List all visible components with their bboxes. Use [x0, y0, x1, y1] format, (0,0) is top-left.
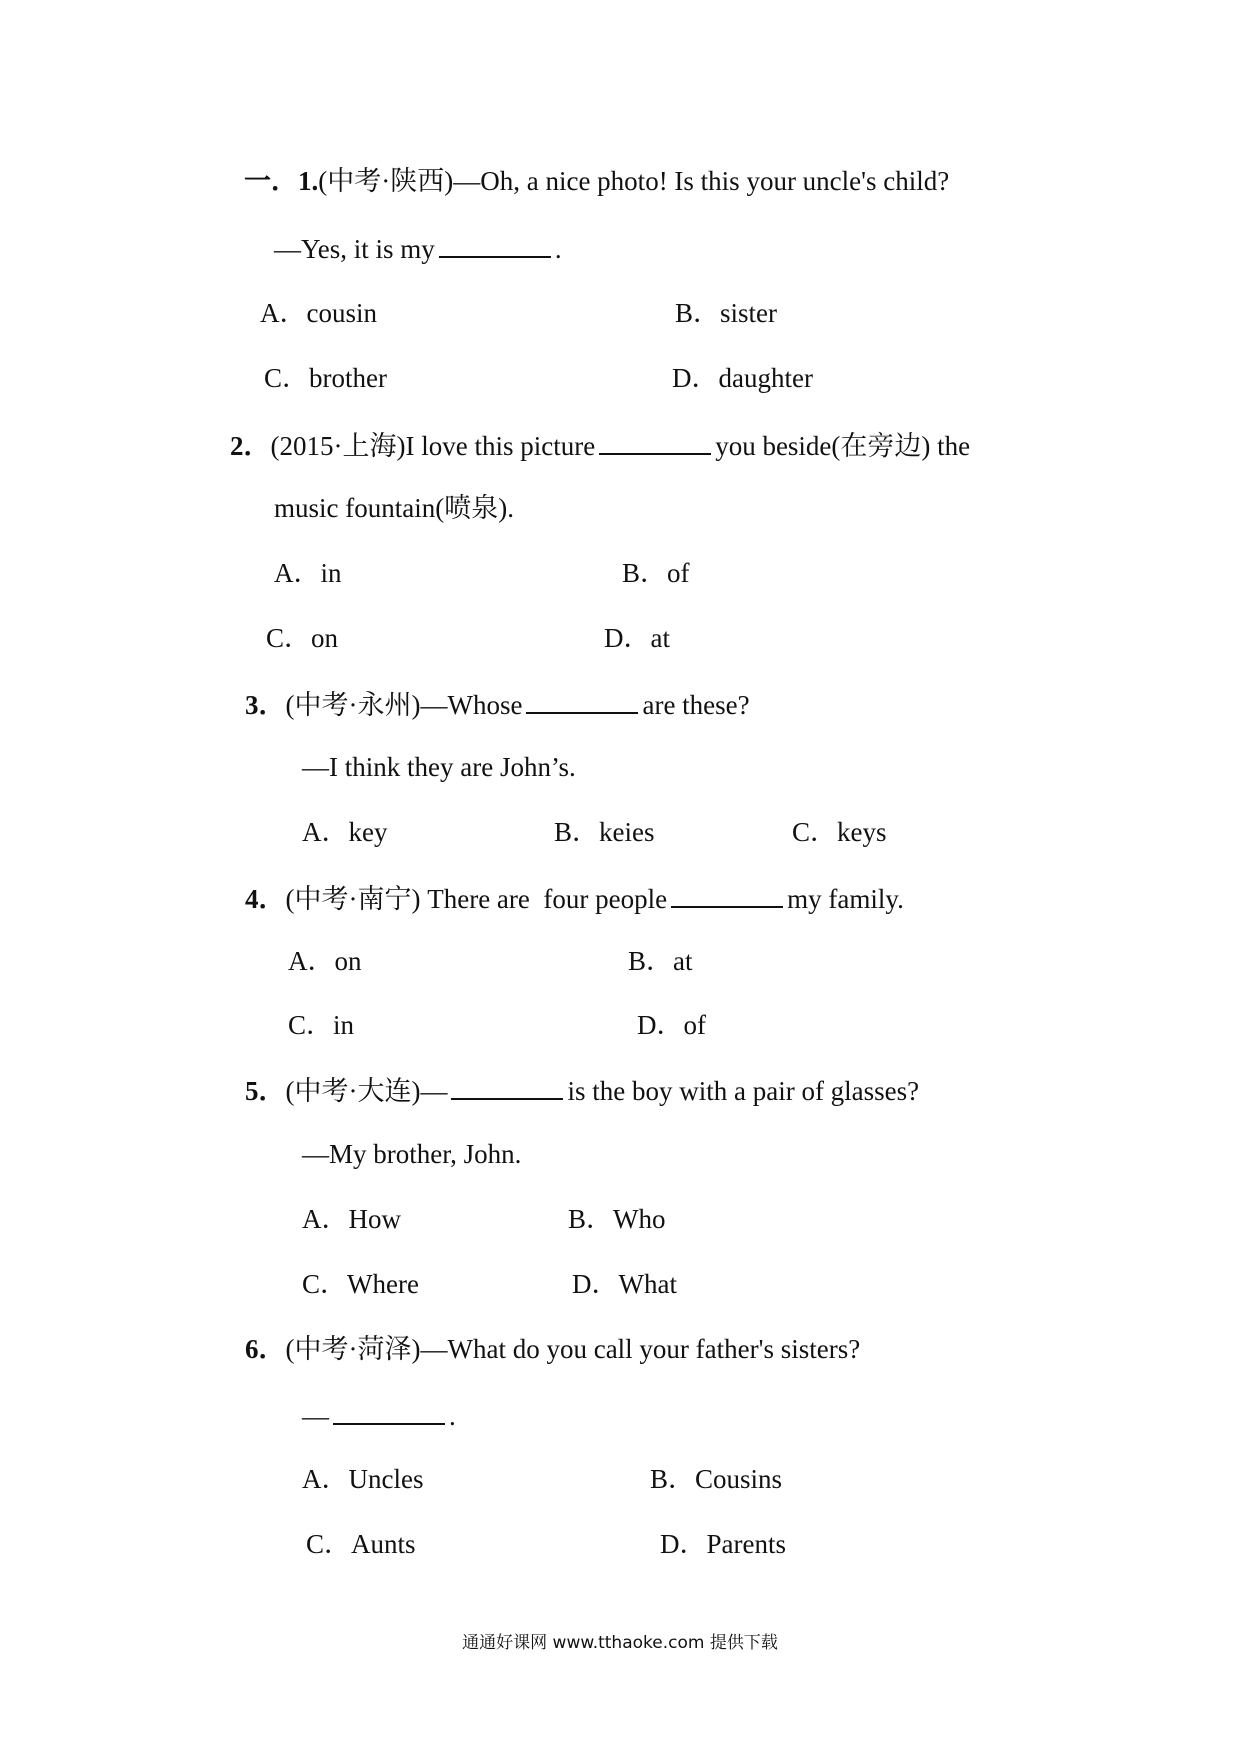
- q4-option-a[interactable]: A．on: [288, 946, 362, 976]
- question-source: (中考·菏泽): [285, 1334, 421, 1364]
- q2-option-a[interactable]: A．in: [274, 558, 342, 588]
- question-1-stem: [244, 168, 949, 195]
- question-source: (中考·南宁): [285, 884, 421, 914]
- section-marker: 一．: [244, 166, 298, 196]
- question-4-stem: 4．(中考·南宁) There are four people my family.: [245, 884, 904, 914]
- q5-option-b[interactable]: B．Who: [568, 1204, 666, 1234]
- question-text: —Oh, a nice photo! Is this your uncle's child?: [453, 166, 950, 196]
- q5-option-c[interactable]: C．Where: [302, 1269, 419, 1299]
- q6-option-a[interactable]: A．Uncles: [302, 1464, 424, 1494]
- answer-blank[interactable]: [599, 431, 711, 455]
- q6-option-b[interactable]: B．Cousins: [650, 1464, 783, 1494]
- question-1-reply: —Yes, it is my .: [274, 234, 562, 264]
- answer-blank[interactable]: [451, 1076, 563, 1100]
- question-2-line2: music fountain(喷泉).: [274, 493, 514, 523]
- question-3-stem: 3．(中考·永州)—Whose are these?: [245, 690, 750, 720]
- question-6-stem: 6．(中考·菏泽)—What do you call your father's sisters?: [245, 1334, 861, 1364]
- question-number: 4．: [245, 884, 286, 914]
- page-footer: 通通好课网 www.tthaoke.com 提供下载: [462, 1633, 778, 1653]
- q1-option-b[interactable]: B．sister: [675, 298, 778, 328]
- question-2-stem: 2．(2015·上海)I love this picture you beside(在旁边) the: [230, 431, 971, 461]
- answer-blank[interactable]: [526, 690, 638, 714]
- q6-option-c[interactable]: C．Aunts: [306, 1529, 416, 1559]
- question-source: (中考·永州): [285, 690, 421, 720]
- question-number: 6．: [245, 1334, 286, 1364]
- question-6-reply: — .: [302, 1401, 456, 1431]
- q4-option-c[interactable]: C．in: [288, 1010, 355, 1040]
- q2-option-c[interactable]: C．on: [266, 623, 339, 653]
- q4-option-d[interactable]: D．of: [637, 1010, 706, 1040]
- question-5-stem: 5．(中考·大连)— is the boy with a pair of glasses?: [245, 1076, 920, 1106]
- q3-option-c[interactable]: C．keys: [792, 817, 887, 847]
- q4-option-b[interactable]: B．at: [628, 946, 693, 976]
- answer-blank[interactable]: [333, 1401, 445, 1425]
- q6-option-d[interactable]: D．Parents: [660, 1529, 786, 1559]
- q2-option-d[interactable]: D．at: [604, 623, 670, 653]
- question-number: 2．: [230, 431, 271, 461]
- question-number: 3．: [245, 690, 286, 720]
- question-source: (2015·上海): [270, 431, 406, 461]
- answer-blank[interactable]: [671, 884, 783, 908]
- q2-option-b[interactable]: B．of: [622, 558, 690, 588]
- q5-option-a[interactable]: A．How: [302, 1204, 401, 1234]
- question-5-line2: —My brother, John.: [302, 1139, 522, 1169]
- q1-option-a[interactable]: A．cousin: [260, 298, 377, 328]
- question-source: (中考·陕西): [318, 166, 454, 196]
- question-source: (中考·大连): [285, 1076, 421, 1106]
- q3-option-b[interactable]: B．keies: [554, 817, 655, 847]
- q3-option-a[interactable]: A．key: [302, 817, 388, 847]
- q1-option-c[interactable]: C．brother: [264, 363, 387, 393]
- question-3-line2: —I think they are John’s.: [302, 752, 576, 782]
- q5-option-d[interactable]: D．What: [572, 1269, 677, 1299]
- answer-blank[interactable]: [439, 234, 551, 258]
- question-number: 1.: [298, 166, 319, 196]
- q1-option-d[interactable]: D．daughter: [672, 363, 813, 393]
- question-number: 5．: [245, 1076, 286, 1106]
